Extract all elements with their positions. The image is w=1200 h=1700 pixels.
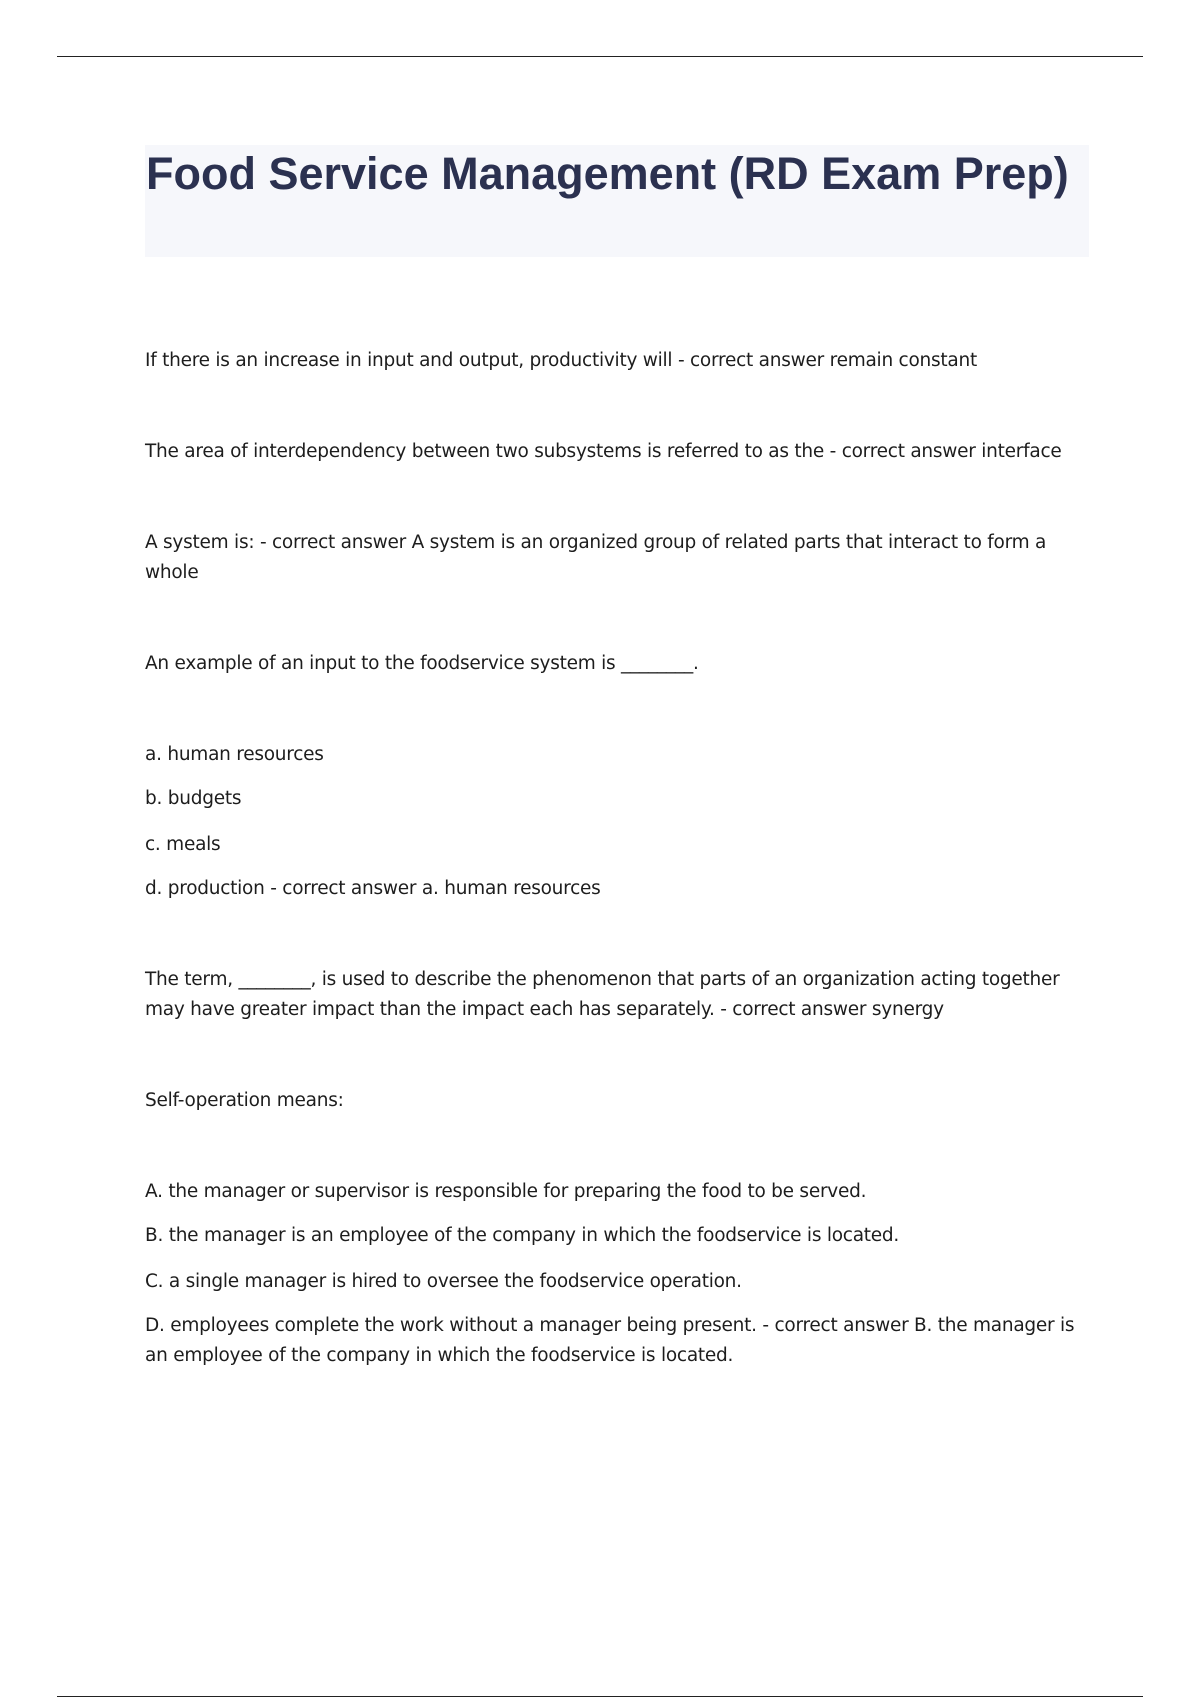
option-item: b. budgets <box>145 788 242 809</box>
option-item: D. employees complete the work without a manager being present. - correct answer B. the manager is an employee of the company in which the foodservice is located. <box>145 1315 1075 1366</box>
option-item: C. a single manager is hired to oversee the foodservice operation. <box>145 1271 742 1292</box>
qa-paragraph: A system is: - correct answer A system is an organized group of related parts that interact to form a whole <box>145 532 1047 583</box>
qa-paragraph: The term, ________, is used to describe the phenomenon that parts of an organization acting together may have greater impact than the impact each has separately. - correct answer synergy <box>145 969 1060 1020</box>
qa-paragraph: Self-operation means: <box>145 1090 344 1111</box>
qa-paragraph: If there is an increase in input and output, productivity will - correct answer remain constant <box>145 350 977 371</box>
qa-paragraph: An example of an input to the foodservice system is ________. <box>145 653 699 674</box>
option-item: d. production - correct answer a. human resources <box>145 878 601 899</box>
option-item: A. the manager or supervisor is responsible for preparing the food to be served. <box>145 1181 867 1202</box>
option-item: B. the manager is an employee of the company in which the foodservice is located. <box>145 1225 900 1246</box>
qa-paragraph: The area of interdependency between two subsystems is referred to as the - correct answer interface <box>145 441 1062 462</box>
option-item: a. human resources <box>145 744 324 765</box>
footer-rule <box>57 1696 1143 1697</box>
option-item: c. meals <box>145 834 221 855</box>
header-rule <box>57 56 1143 57</box>
document-title: Food Service Management (RD Exam Prep) <box>146 148 1069 199</box>
